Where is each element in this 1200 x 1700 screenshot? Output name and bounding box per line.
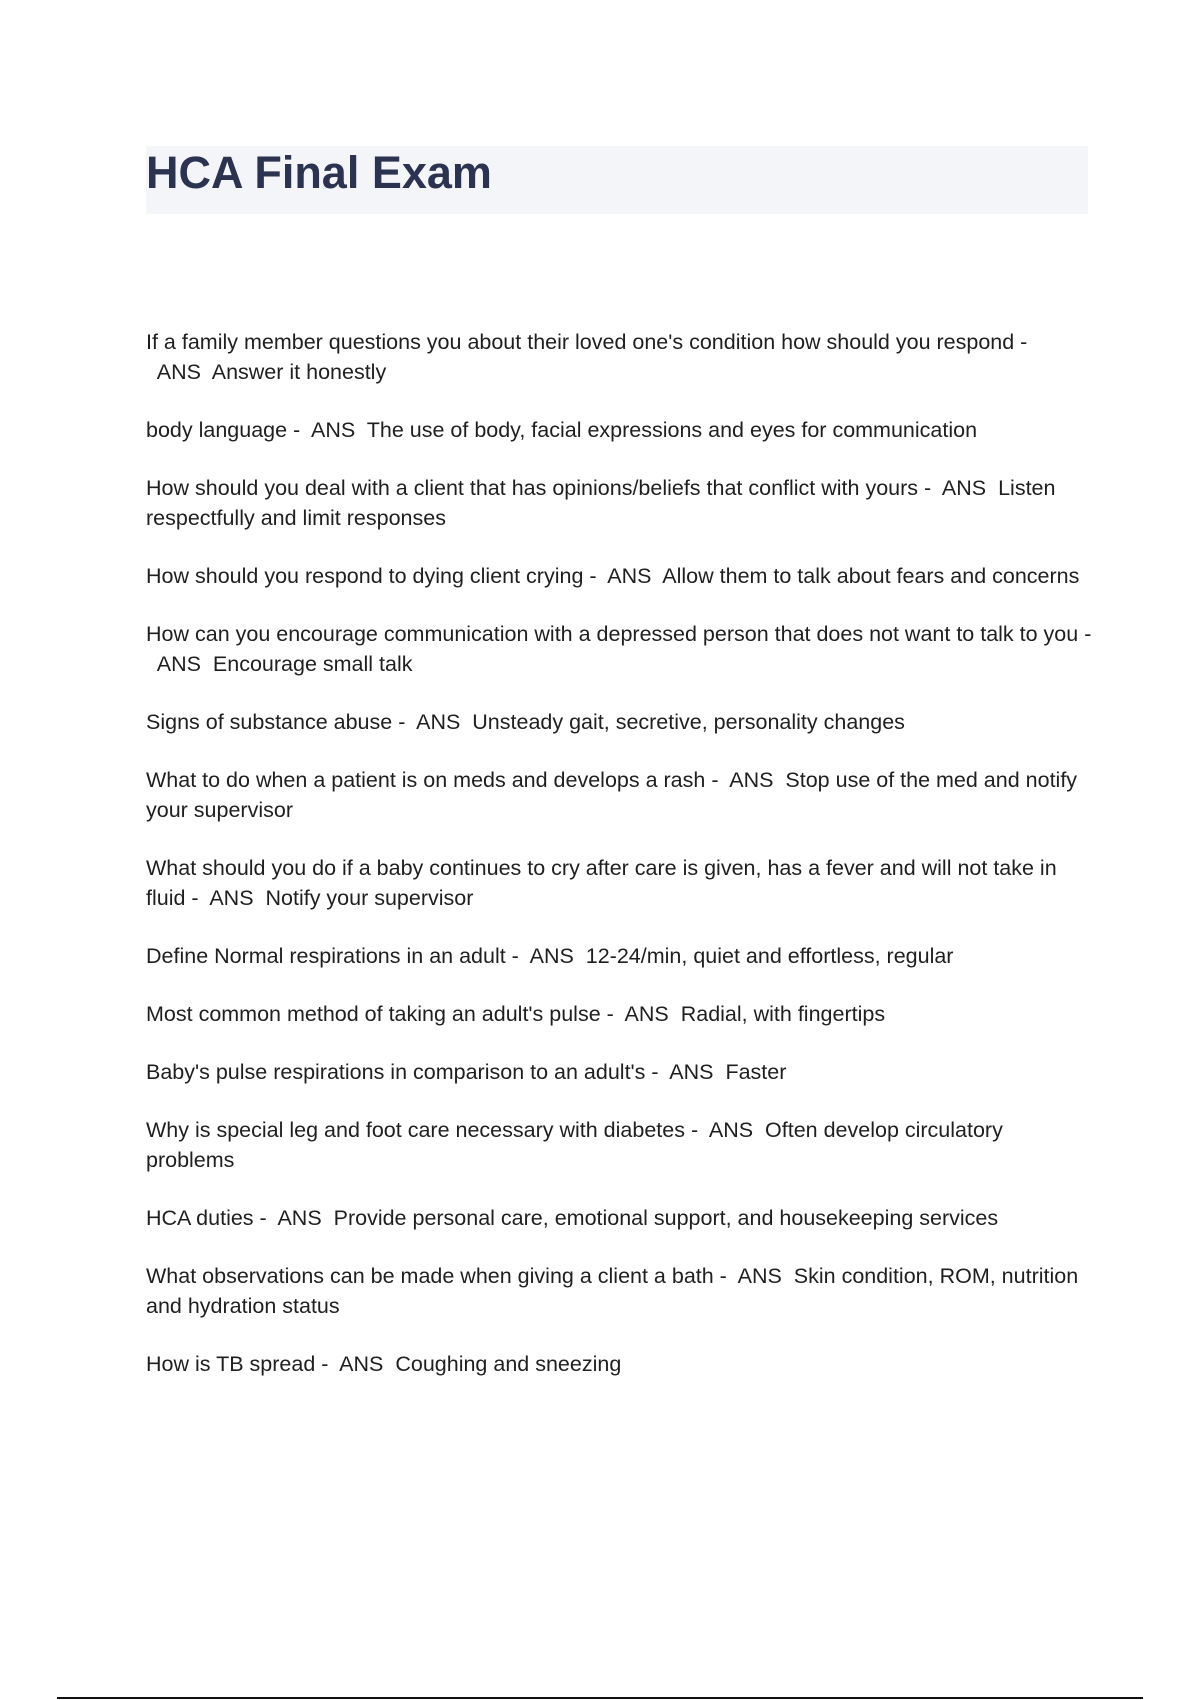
- answer-marker: ANS: [405, 710, 473, 734]
- qa-item: [146, 941, 1096, 971]
- qa-item: [146, 1261, 1096, 1321]
- question-text: How can you encourage communication with a depressed person that does not want to talk to you -: [146, 622, 1092, 646]
- question-text: HCA duties -: [146, 1206, 267, 1230]
- question-text: body language -: [146, 418, 301, 442]
- qa-item: [146, 327, 1096, 387]
- answer-marker: ANS: [658, 1060, 726, 1084]
- qa-item: [146, 853, 1096, 913]
- page-bottom-rule: [57, 1697, 1143, 1699]
- answer-text: The use of body, facial expressions and eyes for communication: [366, 418, 978, 442]
- qa-item: [146, 1203, 1096, 1233]
- answer-text: 12-24/min, quiet and effortless, regular: [585, 944, 954, 968]
- question-text: If a family member questions you about their loved one's condition how should you respond -: [146, 330, 1028, 354]
- answer-text: Faster: [725, 1060, 787, 1084]
- answer-text: Encourage small talk: [212, 652, 413, 676]
- answer-marker: ANS: [613, 1002, 681, 1026]
- answer-text: Often develop circulatory problems: [146, 1118, 1003, 1172]
- answer-marker: ANS: [146, 652, 213, 676]
- question-text: What should you do if a baby continues to cry after care is given, has a fever and will not take in fluid -: [146, 856, 1057, 910]
- qa-item: [146, 999, 1096, 1029]
- answer-text: Stop use of the med and notify your supervisor: [146, 768, 1078, 822]
- question-text: How should you deal with a client that has opinions/beliefs that conflict with yours -: [146, 476, 932, 500]
- answer-marker: ANS: [698, 1118, 766, 1142]
- question-text: What observations can be made when giving a client a bath -: [146, 1264, 727, 1288]
- answer-marker: ANS: [518, 944, 586, 968]
- answer-marker: ANS: [146, 360, 212, 384]
- answer-marker: ANS: [596, 564, 663, 588]
- answer-text: Coughing and sneezing: [395, 1352, 622, 1376]
- answer-marker: ANS: [718, 768, 786, 792]
- answer-text: Answer it honestly: [211, 360, 387, 384]
- answer-text: Notify your supervisor: [265, 886, 474, 910]
- qa-item: [146, 619, 1096, 679]
- qa-item: [146, 1115, 1096, 1175]
- qa-item: [146, 415, 1096, 445]
- qa-item: [146, 1349, 1096, 1379]
- answer-marker: ANS: [931, 476, 999, 500]
- answer-text: Unsteady gait, secretive, personality changes: [472, 710, 905, 734]
- answer-marker: ANS: [726, 1264, 794, 1288]
- qa-item: [146, 1057, 1096, 1087]
- qa-item: [146, 561, 1096, 591]
- page-title: HCA Final Exam: [146, 147, 492, 198]
- question-text: Define Normal respirations in an adult -: [146, 944, 519, 968]
- answer-text: Radial, with fingertips: [680, 1002, 886, 1026]
- qa-item: [146, 473, 1096, 533]
- answer-marker: ANS: [198, 886, 266, 910]
- answer-text: Allow them to talk about fears and concerns: [662, 564, 1080, 588]
- answer-marker: ANS: [328, 1352, 396, 1376]
- question-text: Most common method of taking an adult's pulse -: [146, 1002, 614, 1026]
- question-text: How is TB spread -: [146, 1352, 329, 1376]
- qa-item: [146, 765, 1096, 825]
- answer-text: Listen respectfully and limit responses: [146, 476, 1056, 530]
- question-text: How should you respond to dying client crying -: [146, 564, 597, 588]
- qa-item: [146, 707, 1096, 737]
- qa-list: [146, 327, 1096, 1407]
- question-text: Signs of substance abuse -: [146, 710, 406, 734]
- answer-marker: ANS: [300, 418, 367, 442]
- question-text: Baby's pulse respirations in comparison to an adult's -: [146, 1060, 659, 1084]
- question-text: What to do when a patient is on meds and develops a rash -: [146, 768, 719, 792]
- answer-text: Provide personal care, emotional support, and housekeeping services: [333, 1206, 999, 1230]
- question-text: Why is special leg and foot care necessary with diabetes -: [146, 1118, 699, 1142]
- answer-text: Skin condition, ROM, nutrition and hydration status: [146, 1264, 1079, 1318]
- answer-marker: ANS: [266, 1206, 334, 1230]
